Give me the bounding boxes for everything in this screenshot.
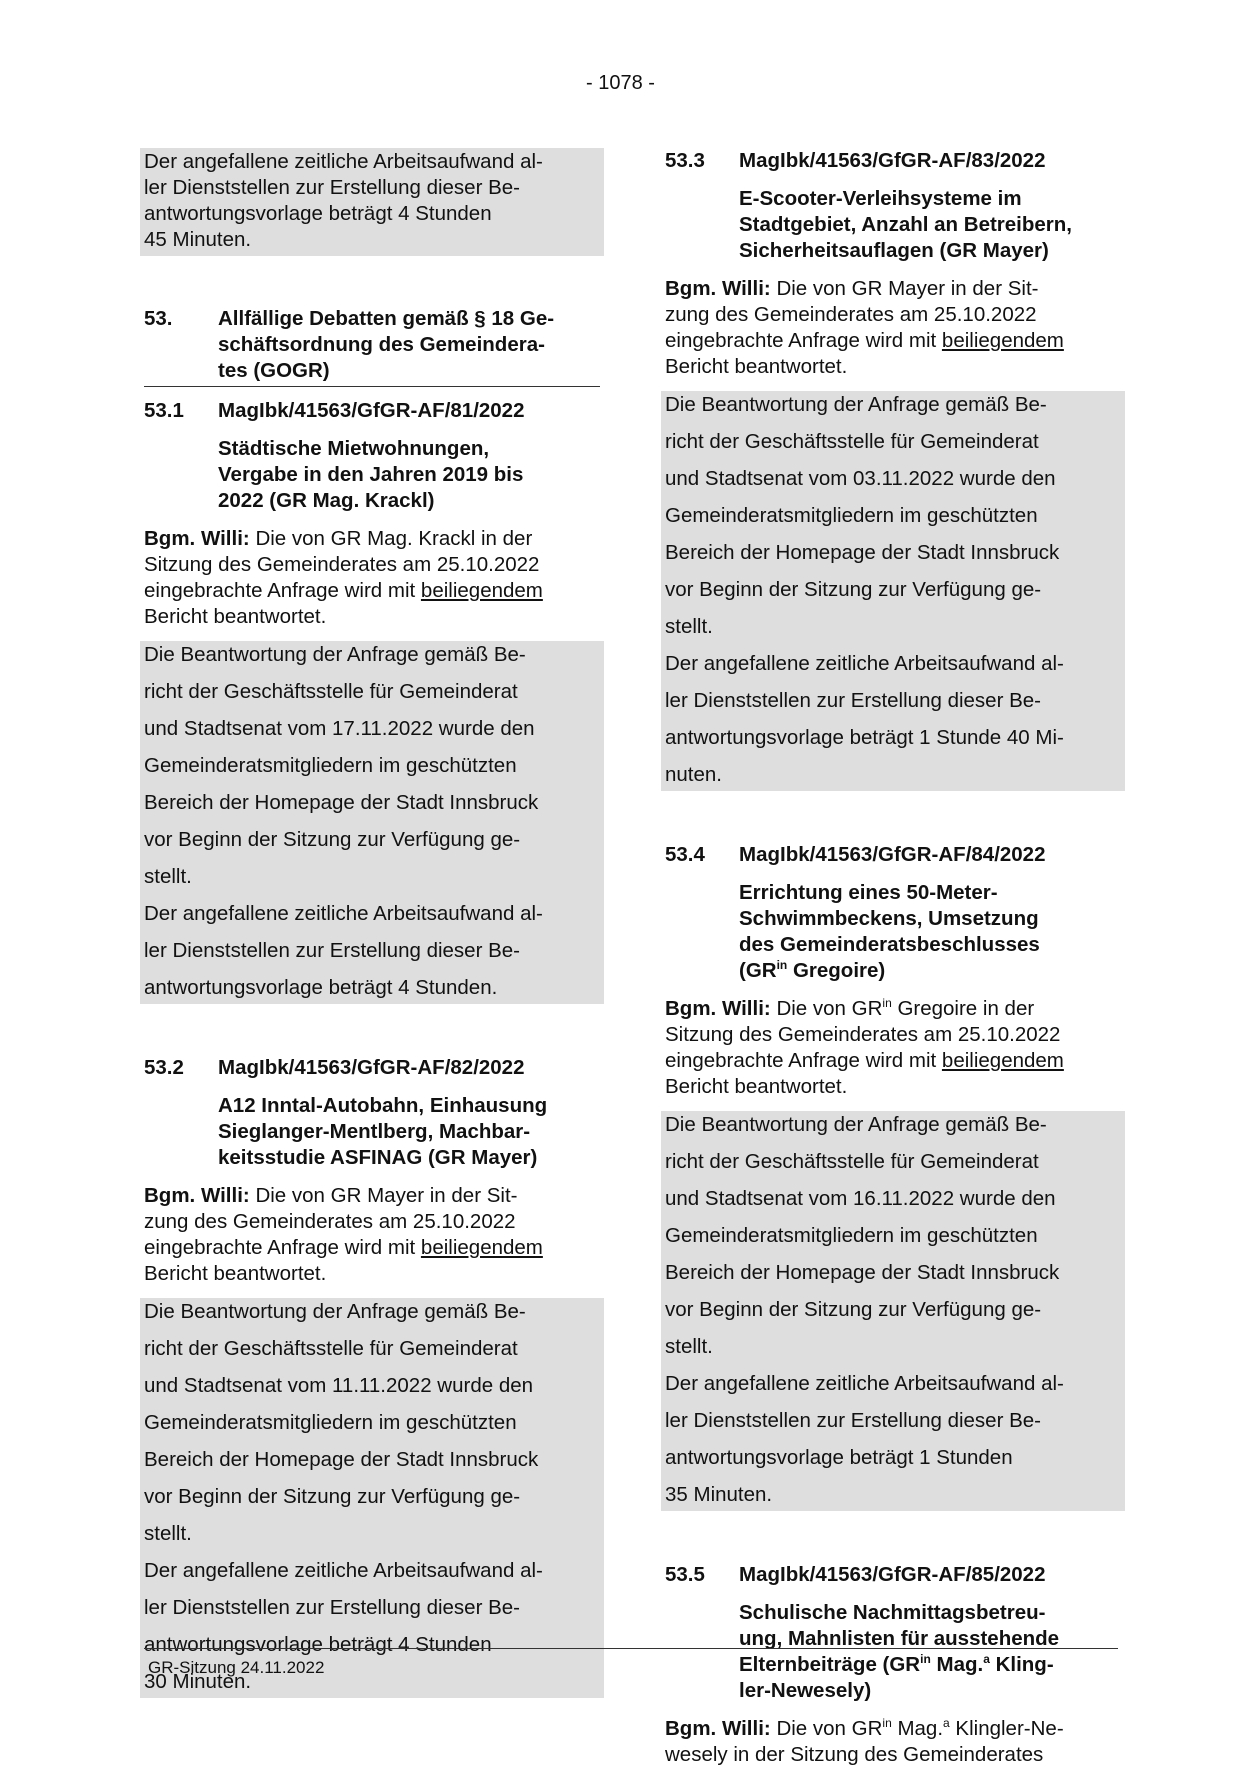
answer-text: eingebrachte Anfrage wird mit [144,579,416,602]
answer-line: Bericht beantwortet. [144,605,327,628]
answer-text: Klingler-Ne- [949,1717,1064,1740]
item-53-3-title [739,186,1121,264]
note-line: vor Beginn der Sitzung zur Verfügung ge- [665,578,1042,601]
answer-text: Gregoire in der [891,997,1035,1020]
note-line: richt der Geschäftsstelle für Gemeinderat [665,430,1039,453]
section-53-heading [144,306,600,387]
footer-session-date: GR-Sitzung 24.11.2022 [148,1658,325,1677]
note-line: Der angefallene zeitliche Arbeitsaufwand al- [144,1559,543,1582]
note-line: antwortungsvorlage beträgt 1 Stunden [665,1446,1013,1469]
attachment-link[interactable]: beiliegendem [420,579,543,602]
section-title-line: Allfällige Debatten gemäß § 18 Ge- [218,307,555,330]
note-line: Bereich der Homepage der Stadt Innsbruck [665,541,1060,564]
title-text: (GR [739,959,777,982]
attachment-link[interactable]: beiliegendem [941,1049,1064,1072]
title-line: keitsstudie ASFINAG (GR Mayer) [218,1146,538,1169]
title-line: Schwimmbeckens, Umsetzung [739,907,1039,930]
title-line: E-Scooter-Verleihsysteme im [739,187,1022,210]
note-line: vor Beginn der Sitzung zur Verfügung ge- [144,1485,521,1508]
page-number: - 1078 - [586,72,655,94]
note-line: Bereich der Homepage der Stadt Innsbruck [144,791,539,814]
note-line: 30 Minuten. [144,1670,252,1693]
note-line: ler Dienststellen zur Erstellung dieser Be- [665,689,1041,712]
speaker-label: Bgm. Willi: [144,527,250,550]
note-line: und Stadtsenat vom 16.11.2022 wurde den [665,1187,1056,1210]
superscript: in [882,996,892,1010]
note-line: ler Dienststellen zur Erstellung dieser Be- [144,939,520,962]
note-line: 35 Minuten. [665,1483,773,1506]
title-line: Sicherheitsauflagen (GR Mayer) [739,239,1049,262]
note-line: Die Beantwortung der Anfrage gemäß Be- [665,1113,1047,1136]
attachment-link[interactable]: beiliegendem [420,1236,543,1259]
item-reference: MagIbk/41563/GfGR-AF/81/2022 [218,399,525,422]
footer-divider [144,1648,1118,1649]
answer-line: Bericht beantwortet. [665,1075,848,1098]
answer-line: Bericht beantwortet. [665,355,848,378]
answer-line: Sitzung des Gemeinderates am 25.10.2022 [144,553,540,576]
speaker-label: Bgm. Willi: [144,1184,250,1207]
item-number: 53.1 [144,399,184,422]
speaker-label: Bgm. Willi: [665,997,771,1020]
left-column [144,148,600,1698]
note-line: ler Dienststellen zur Erstellung dieser Be- [665,1409,1041,1432]
superscript: in [776,958,788,972]
title-line: Sieglanger-Mentlberg, Machbar- [218,1120,531,1143]
item-53-1-answer [144,526,600,630]
speaker-label: Bgm. Willi: [665,277,771,300]
item-53-2-title [218,1093,600,1171]
note-line: Gemeinderatsmitgliedern im geschützten [144,1411,517,1434]
note-line: Bereich der Homepage der Stadt Innsbruck [665,1261,1060,1284]
note-line: stellt. [665,1335,713,1358]
item-number: 53.2 [144,1056,184,1079]
answer-text: eingebrachte Anfrage wird mit [665,1049,937,1072]
note-line: Gemeinderatsmitgliedern im geschützten [665,1224,1038,1247]
intro-effort-note [140,148,604,256]
title-line: Errichtung eines 50-Meter- [739,881,998,904]
item-53-5-title [739,1600,1121,1704]
title-text: Gregoire) [787,959,886,982]
superscript: in [882,1716,892,1730]
note-line: Der angefallene zeitliche Arbeitsaufwand al- [144,902,543,925]
note-line: richt der Geschäftsstelle für Gemeinderat [144,680,518,703]
note-line: Der angefallene zeitliche Arbeitsaufwand al- [665,652,1064,675]
item-53-5-answer [665,1716,1121,1768]
item-reference: MagIbk/41563/GfGR-AF/82/2022 [218,1056,525,1079]
item-53-4-note [661,1111,1125,1511]
note-line: ler Dienststellen zur Erstellung dieser Be- [144,176,520,199]
item-53-4-ref [665,842,1121,868]
section-title-line: tes (GOGR) [218,359,330,382]
item-53-2-ref [144,1055,600,1081]
note-line: und Stadtsenat vom 03.11.2022 wurde den [665,467,1056,490]
superscript: a [983,1652,990,1666]
note-line: Gemeinderatsmitgliedern im geschützten [144,754,517,777]
answer-text: Die von GR Mag. Krackl in der [255,527,533,550]
section-title-line: schäftsordnung des Gemeindera- [218,333,545,356]
answer-line: zung des Gemeinderates am 25.10.2022 [665,303,1037,326]
note-line: antwortungsvorlage beträgt 4 Stunden [144,202,492,225]
item-53-5-ref [665,1562,1121,1588]
item-53-1-ref [144,398,600,424]
item-53-4-answer [665,996,1121,1100]
note-line: antwortungsvorlage beträgt 4 Stunden [144,1633,492,1656]
right-column [665,148,1121,1768]
note-line: Die Beantwortung der Anfrage gemäß Be- [144,643,526,666]
note-line: und Stadtsenat vom 11.11.2022 wurde den [144,1374,534,1397]
title-line: Städtische Mietwohnungen, [218,437,490,460]
answer-line: Sitzung des Gemeinderates am 25.10.2022 [665,1023,1061,1046]
title-line: A12 Inntal-Autobahn, Einhausung [218,1094,548,1117]
item-53-2-answer [144,1183,600,1287]
answer-text: eingebrachte Anfrage wird mit [665,329,937,352]
note-line: antwortungsvorlage beträgt 4 Stunden. [144,976,498,999]
item-reference: MagIbk/41563/GfGR-AF/85/2022 [739,1563,1046,1586]
note-line: nuten. [665,763,722,786]
answer-line: wesely in der Sitzung des Gemeinderates [665,1743,1044,1766]
note-line: richt der Geschäftsstelle für Gemeinderat [144,1337,518,1360]
item-reference: MagIbk/41563/GfGR-AF/83/2022 [739,149,1046,172]
item-reference: MagIbk/41563/GfGR-AF/84/2022 [739,843,1046,866]
note-line: ler Dienststellen zur Erstellung dieser Be- [144,1596,520,1619]
note-line: vor Beginn der Sitzung zur Verfügung ge- [665,1298,1042,1321]
note-line: stellt. [144,865,192,888]
note-line: Der angefallene zeitliche Arbeitsaufwand al- [144,150,543,173]
note-line: vor Beginn der Sitzung zur Verfügung ge- [144,828,521,851]
item-53-3-ref [665,148,1121,174]
title-text: Elternbeiträge (GR [739,1653,921,1676]
note-line: Gemeinderatsmitgliedern im geschützten [665,504,1038,527]
title-line: Stadtgebiet, Anzahl an Betreibern, [739,213,1072,236]
note-line: stellt. [665,615,713,638]
superscript: in [920,1652,931,1666]
item-53-3-note [661,391,1125,791]
item-53-4-title [739,880,1121,984]
note-line: richt der Geschäftsstelle für Gemeinderat [665,1150,1039,1173]
answer-text: eingebrachte Anfrage wird mit [144,1236,416,1259]
title-line: Vergabe in den Jahren 2019 bis [218,463,524,486]
title-text: Mag. [930,1653,984,1676]
title-line [739,958,1121,984]
answer-text: Die von GR [776,997,883,1020]
note-line: antwortungsvorlage beträgt 1 Stunde 40 Mi- [665,726,1064,749]
attachment-link[interactable]: beiliegendem [941,329,1064,352]
item-53-1-note [140,641,604,1004]
note-line: Die Beantwortung der Anfrage gemäß Be- [665,393,1047,416]
note-line: Bereich der Homepage der Stadt Innsbruck [144,1448,539,1471]
note-line: Der angefallene zeitliche Arbeitsaufwand al- [665,1372,1064,1395]
answer-text: Mag. [891,1717,944,1740]
answer-text: Die von GR [776,1717,883,1740]
answer-text: Die von GR Mayer in der Sit- [255,1184,518,1207]
item-53-3-answer [665,276,1121,380]
answer-line: zung des Gemeinderates am 25.10.2022 [144,1210,516,1233]
title-line: Schulische Nachmittagsbetreu- [739,1601,1046,1624]
note-line: Die Beantwortung der Anfrage gemäß Be- [144,1300,526,1323]
answer-text: Die von GR Mayer in der Sit- [776,277,1039,300]
item-number: 53.4 [665,843,705,866]
title-line: ung, Mahnlisten für ausstehende [739,1627,1060,1650]
item-53-1-title [218,436,600,514]
note-line: stellt. [144,1522,192,1545]
title-line: 2022 (GR Mag. Krackl) [218,489,435,512]
section-number: 53. [144,307,173,330]
title-text: Kling- [989,1653,1054,1676]
note-line: 45 Minuten. [144,228,252,251]
superscript: a [943,1716,950,1730]
speaker-label: Bgm. Willi: [665,1717,771,1740]
item-number: 53.3 [665,149,705,172]
item-53-2-note [140,1298,604,1698]
title-line: des Gemeinderatsbeschlusses [739,933,1040,956]
item-number: 53.5 [665,1563,705,1586]
title-line [739,1652,1121,1678]
answer-line: Bericht beantwortet. [144,1262,327,1285]
title-line: ler-Newesely) [739,1679,872,1702]
note-line: und Stadtsenat vom 17.11.2022 wurde den [144,717,535,740]
